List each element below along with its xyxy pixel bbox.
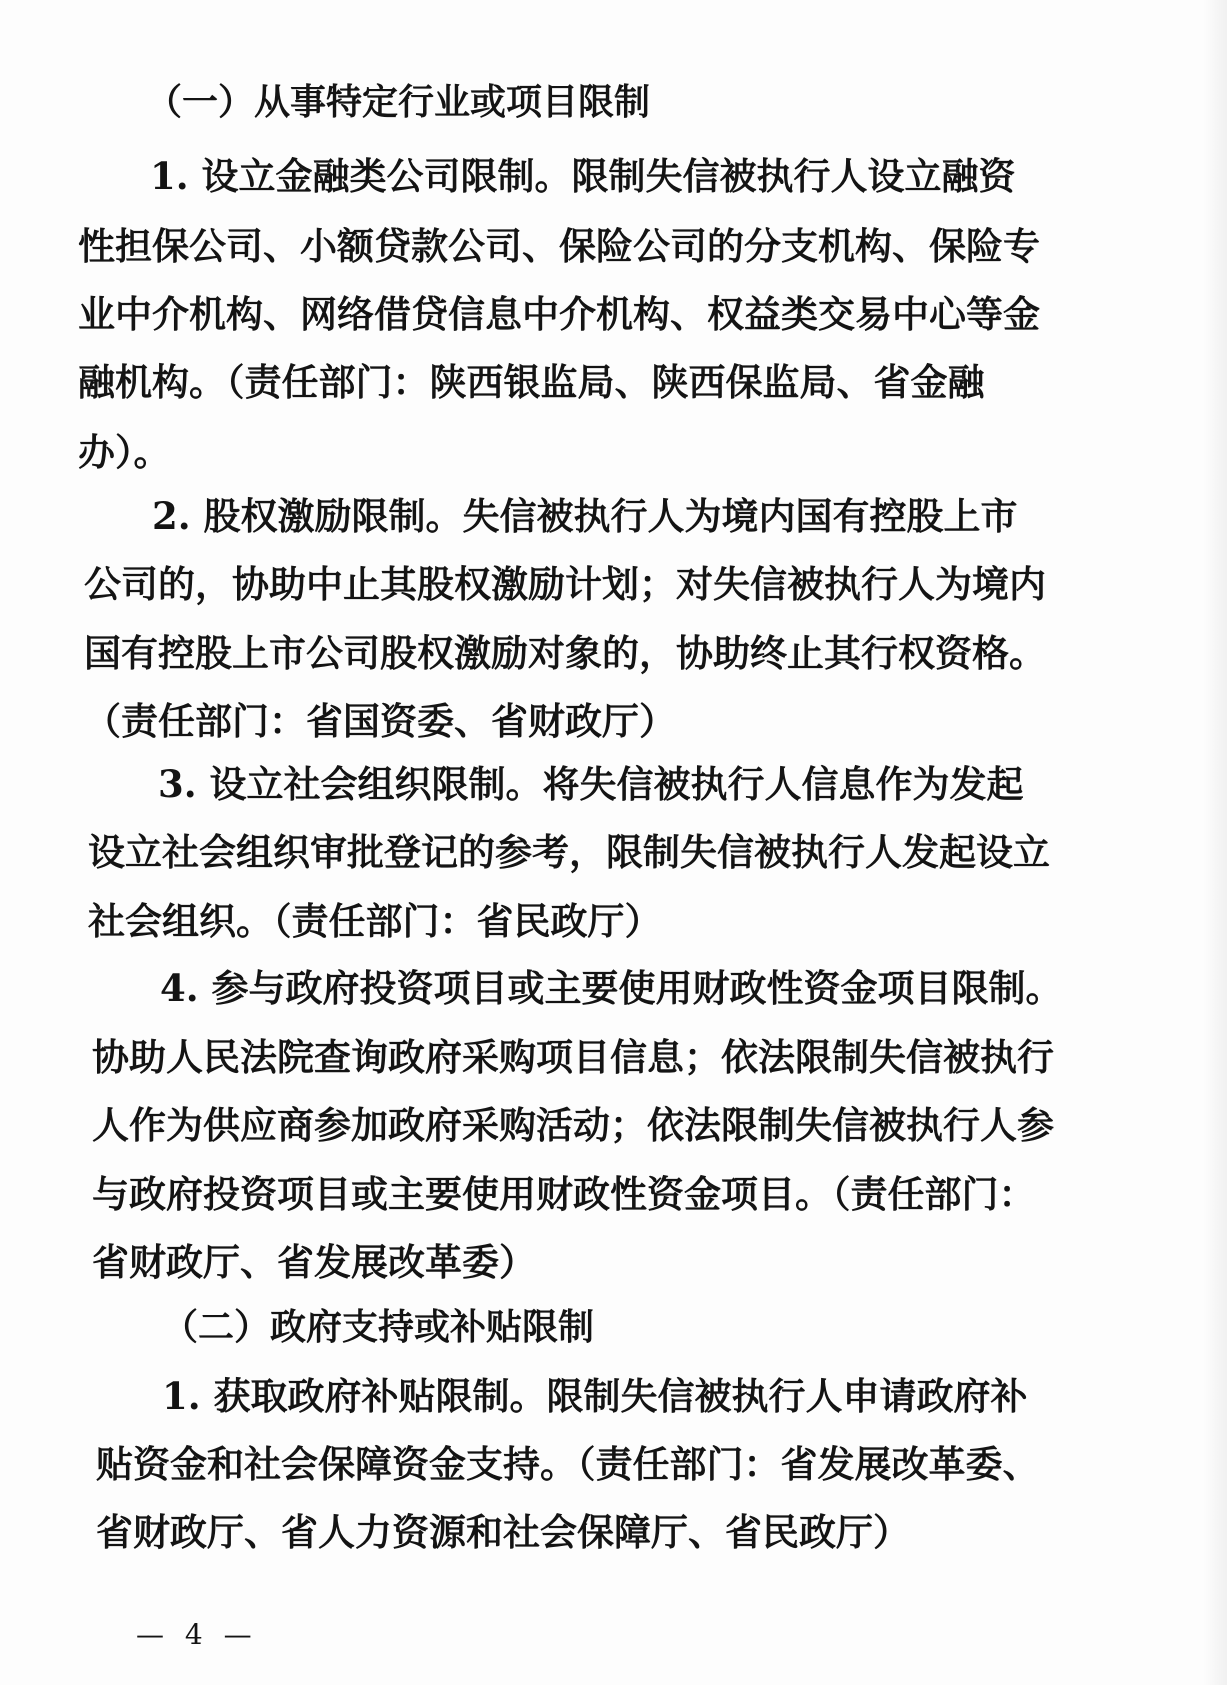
section-1-heading: （一）从事特定行业或项目限制 bbox=[146, 81, 651, 123]
paragraph-line: 人作为供应商参加政府采购活动；依法限制失信被执行人参 bbox=[92, 1103, 1054, 1147]
paragraph-line: 1. 获取政府补贴限制。限制失信被执行人申请政府补 bbox=[162, 1374, 1028, 1418]
paragraph-line: 性担保公司、小额贷款公司、保险公司的分支机构、保险专 bbox=[78, 224, 1040, 268]
paragraph-line: 设立社会组织审批登记的参考，限制失信被执行人发起设立 bbox=[88, 830, 1050, 874]
paragraph-line: （责任部门：省国资委、省财政厅） bbox=[84, 699, 676, 743]
paragraph-line: 与政府投资项目或主要使用财政性资金项目。（责任部门： bbox=[92, 1172, 1036, 1216]
paragraph-line: 4. 参与政府投资项目或主要使用财政性资金项目限制。 bbox=[160, 966, 1063, 1010]
paragraph-line: 省财政厅、省人力资源和社会保障厅、省民政厅） bbox=[96, 1510, 910, 1554]
paragraph-line: 公司的，协助中止其股权激励计划；对失信被执行人为境内 bbox=[84, 562, 1046, 606]
page-number: — 4 — bbox=[136, 1618, 258, 1651]
paragraph-line: 国有控股上市公司股权激励对象的，协助终止其行权资格。 bbox=[84, 631, 1046, 675]
section-2-heading: （二）政府支持或补贴限制 bbox=[162, 1306, 595, 1348]
paragraph-line: 业中介机构、网络借贷信息中介机构、权益类交易中心等金 bbox=[78, 292, 1040, 336]
paragraph-line: 社会组织。（责任部门：省民政厅） bbox=[88, 899, 662, 943]
paragraph-line: 1. 设立金融类公司限制。限制失信被执行人设立融资 bbox=[150, 154, 1016, 198]
paragraph-line: 3. 设立社会组织限制。将失信被执行人信息作为发起 bbox=[158, 762, 1024, 806]
paragraph-line: 2. 股权激励限制。失信被执行人为境内国有控股上市 bbox=[152, 494, 1018, 538]
paragraph-line: 协助人民法院查询政府采购项目信息；依法限制失信被执行 bbox=[92, 1035, 1054, 1079]
paragraph-line: 贴资金和社会保障资金支持。（责任部门：省发展改革委、 bbox=[96, 1442, 1040, 1486]
paragraph-line: 省财政厅、省发展改革委） bbox=[92, 1240, 536, 1284]
paragraph-line: 融机构。（责任部门：陕西银监局、陕西保监局、省金融 bbox=[78, 360, 985, 404]
paragraph-line: 办）。 bbox=[78, 430, 171, 474]
page-edge-shadow bbox=[1203, 0, 1227, 1685]
